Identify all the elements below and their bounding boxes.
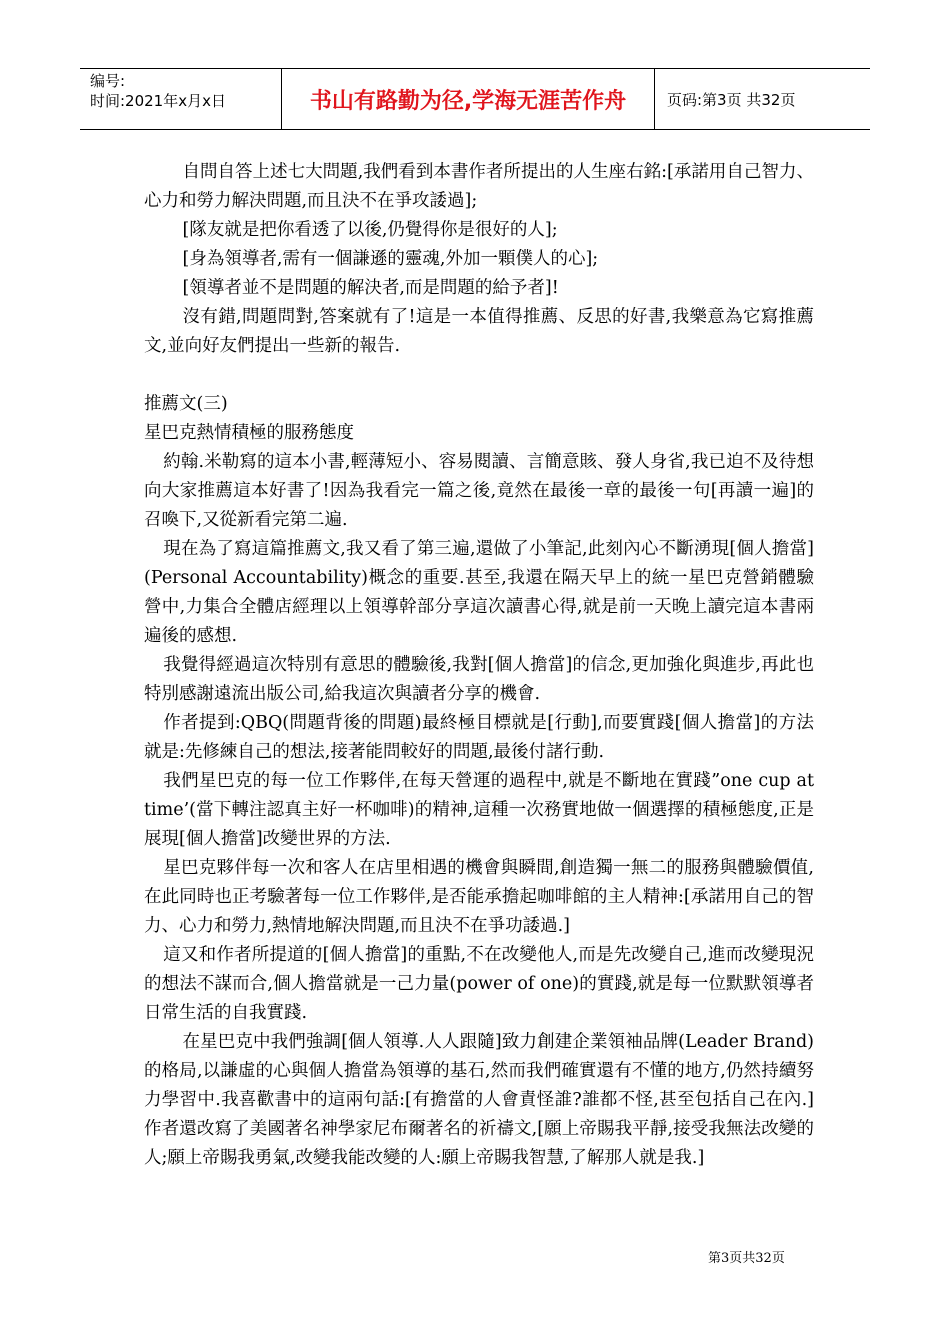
paragraph: 作者提到:QBQ(問題背後的問題)最終極目標就是[行動],而要實踐[個人擔當]的方法就是:先修練自己的想法,接著能問較好的問題,最後付諸行動. bbox=[144, 713, 814, 762]
document-body bbox=[144, 158, 814, 1173]
header-page-label: 页码:第3页 共32页 bbox=[667, 90, 796, 109]
paragraph: 星巴克夥伴每一次和客人在店里相遇的機會與瞬間,創造獨一無二的服務與體驗價值,在此同時也正考驗著每一位工作夥伴,是否能承擔起咖啡館的主人精神:[承諾用自己的智力、心力和勞力,熱情地解決問題,而且決不在爭功諉過.] bbox=[144, 858, 814, 936]
paragraph: [隊友就是把你看透了以後,仍覺得你是很好的人]; bbox=[182, 220, 558, 240]
time-label: 时间:2021年x月x日 bbox=[90, 92, 226, 110]
paragraph: 在星巴克中我們強調[個人領導.人人跟隨]致力創建企業領袖品牌(Leader Brand)的格局,以謙虛的心與個人擔當為領導的基石,然而我們確實還有不懂的地方,仍然持續努力學習中.我喜歡書中的這兩句話:[有擔當的人會責怪誰?誰都不怪,甚至包括自己在內.]作者還改寫了美國著名神學家尼布爾著名的祈禱文,[願上帝賜我平靜,接受我無法改變的人;願上帝賜我勇氣,改變我能改變的人:願上帝賜我智慧,了解那人就是我.] bbox=[144, 1032, 814, 1168]
page-footer: 第3页共32页 bbox=[708, 1251, 785, 1266]
paragraph: 約翰.米勒寫的這本小書,輕薄短小、容易閱讀、言簡意賅、發人身省,我已迫不及待想向大家推薦這本好書了!因為我看完一篇之後,竟然在最後一章的最後一句[再讀一遍]的召喚下,又從新看完第二遍. bbox=[144, 452, 814, 530]
paragraph: 我們星巴克的每一位工作夥伴,在每天營運的過程中,就是不斷地在實踐”one cup at time’(當下轉注認真主好一杯咖啡)的精神,這種一次務實地做一個選擇的積極態度,正是展現[個人擔當]改變世界的方法. bbox=[144, 771, 814, 849]
header-motto: 书山有路勤为径,学海无涯苦作舟 bbox=[282, 69, 655, 129]
paragraph: [領導者並不是問題的解決者,而是問題的給予者]! bbox=[182, 278, 559, 298]
paragraph: 現在為了寫這篇推薦文,我又看了第三遍,還做了小筆記,此刻內心不斷湧現[個人擔當](Personal Accountability)概念的重要.甚至,我還在隔天早上的統一星巴克營銷體驗營中,力集合全體店經理以上領導幹部分享這次讀書心得,就是前一天晚上讀完這本書兩遍後的感想. bbox=[144, 539, 814, 646]
paragraph: [身為領導者,需有一個謙遜的靈魂,外加一顆僕人的心]; bbox=[182, 249, 599, 269]
section-title: 推薦文(三) bbox=[144, 394, 228, 414]
paragraph: 這又和作者所提道的[個人擔當]的重點,不在改變他人,而是先改變自己,進而改變現況的想法不謀而合,個人擔當就是一己力量(power of one)的實踐,就是每一位默默領導者日常生活的自我實踐. bbox=[144, 945, 814, 1023]
number-label: 编号: bbox=[90, 72, 126, 90]
spacer bbox=[144, 361, 814, 390]
page-header bbox=[80, 68, 870, 130]
section-subtitle: 星巴克熱情積極的服務態度 bbox=[144, 423, 354, 443]
paragraph: 我覺得經過這次特別有意思的體驗後,我對[個人擔當]的信念,更加強化與進步,再此也特別感謝遠流出版公司,給我這次與讀者分享的機會. bbox=[144, 655, 814, 704]
paragraph: 沒有錯,問題問對,答案就有了!這是一本值得推薦、反思的好書,我樂意為它寫推薦文,並向好友們提出一些新的報告. bbox=[144, 307, 814, 356]
header-meta bbox=[80, 69, 282, 129]
paragraph: 自問自答上述七大問題,我們看到本書作者所提出的人生座右銘:[承諾用自己智力、心力和勞力解決問題,而且決不在爭攻諉過]; bbox=[144, 162, 814, 211]
